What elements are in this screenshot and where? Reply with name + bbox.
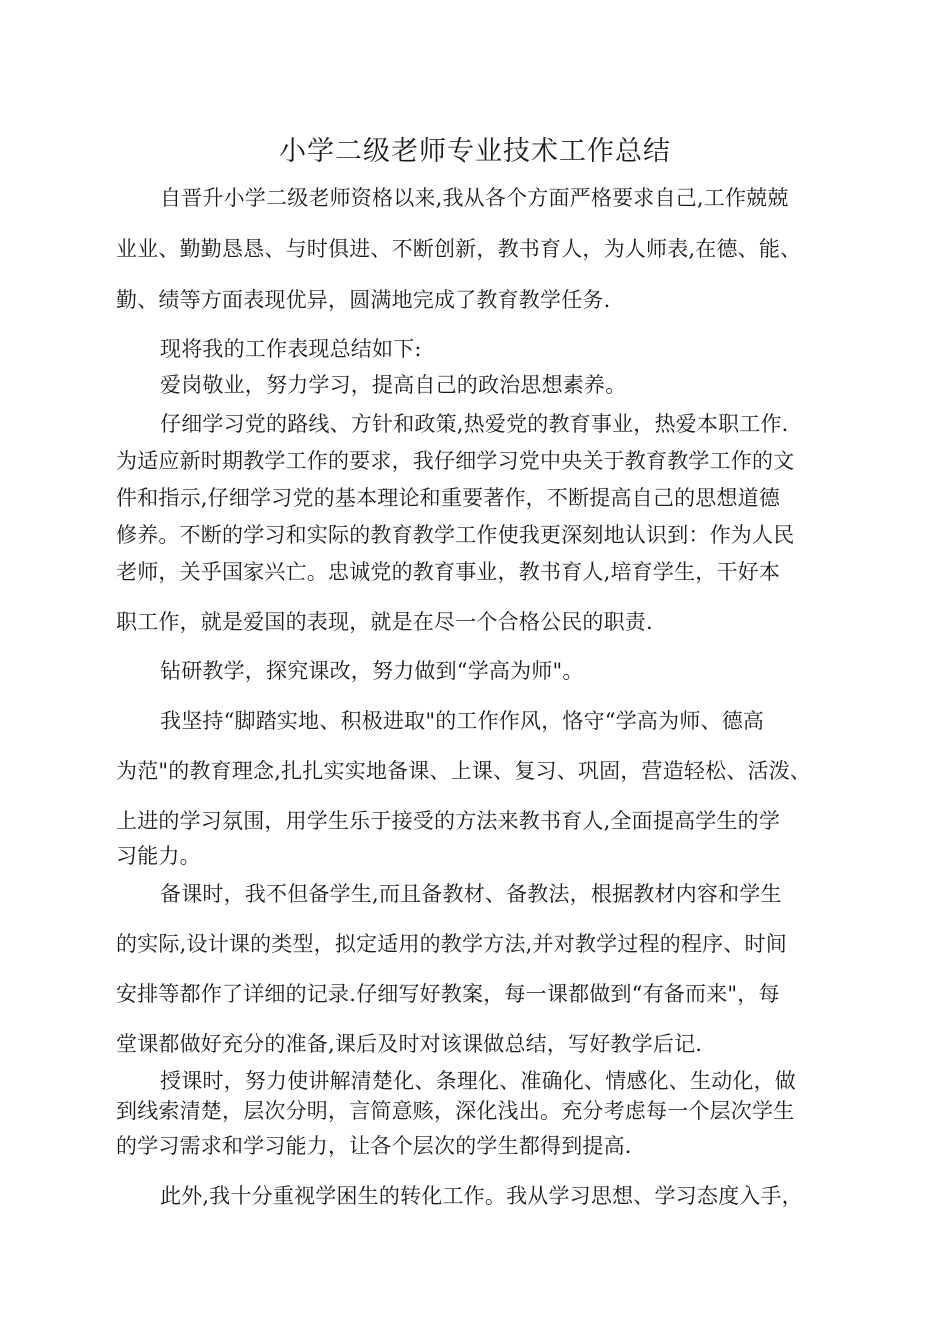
body-line: 习能力。	[116, 844, 201, 868]
document-title: 小学二级老师专业技术工作总结	[279, 136, 671, 167]
body-line: 授课时，努力使讲解清楚化、条理化、准确化、情感化、生动化，做	[160, 1069, 796, 1093]
body-line: 现将我的工作表现总结如下:	[160, 337, 422, 361]
body-line: 备课时，我不但备学生,而且备教材、备教法，根据教材内容和学生	[160, 882, 782, 906]
body-line: 的实际,设计课的类型，拟定适用的教学方法,并对教学过程的程序、时间	[116, 932, 787, 956]
body-line: 勤、绩等方面表现优异，圆满地完成了教育教学任务.	[116, 288, 611, 312]
body-line: 职工作，就是爱国的表现，就是在尽一个合格公民的职责.	[116, 610, 653, 634]
body-line: 上进的学习氛围，用学生乐于接受的方法来教书育人,全面提高学生的学	[116, 809, 781, 833]
body-line: 到线索清楚，层次分明，言简意赅，深化浅出。充分考虑每一个层次学生	[116, 1099, 795, 1123]
body-line: 为范"的教育理念,扎扎实实地备课、上课、复习、巩固，营造轻松、活泼、	[116, 759, 812, 783]
body-line: 仔细学习党的路线、方针和政策,热爱党的教育事业，热爱本职工作.	[160, 412, 789, 436]
body-line: 的学习需求和学习能力，让各个层次的学生都得到提高.	[116, 1134, 632, 1158]
section-heading: 钻研教学，探究课改，努力做到“学高为师"。	[160, 659, 584, 683]
body-line: 件和指示,仔细学习党的基本理论和重要著作，不断提高自己的思想道德	[116, 486, 781, 510]
body-line: 堂课都做好充分的准备,课后及时对该课做总结，写好教学后记.	[116, 1032, 703, 1056]
body-line: 此外,我十分重视学困生的转化工作。我从学习思想、学习态度入手，	[160, 1184, 803, 1208]
body-line: 老师，关乎国家兴亡。忠诚党的教育事业，教书育人,培育学生，干好本	[116, 560, 781, 584]
body-line: 自晋升小学二级老师资格以来,我从各个方面严格要求自己,工作兢兢	[160, 186, 789, 210]
body-line: 修养。不断的学习和实际的教育教学工作使我更深刻地认识到：作为人民	[116, 523, 795, 547]
body-line: 安排等都作了详细的记录.仔细写好教案，每一课都做到“有备而来"，每	[116, 982, 780, 1006]
body-line: 业业、勤勤恳恳、与时俱进、不断创新，教书育人，为人师表,在德、能、	[116, 237, 802, 261]
body-line: 为适应新时期教学工作的要求，我仔细学习党中央关于教育教学工作的文	[116, 449, 795, 473]
section-heading: 爱岗敬业，努力学习，提高自己的政治思想素养。	[160, 373, 627, 397]
body-line: 我坚持“脚踏实地、积极进取"的工作作风，恪守“学高为师、德高	[160, 709, 765, 733]
